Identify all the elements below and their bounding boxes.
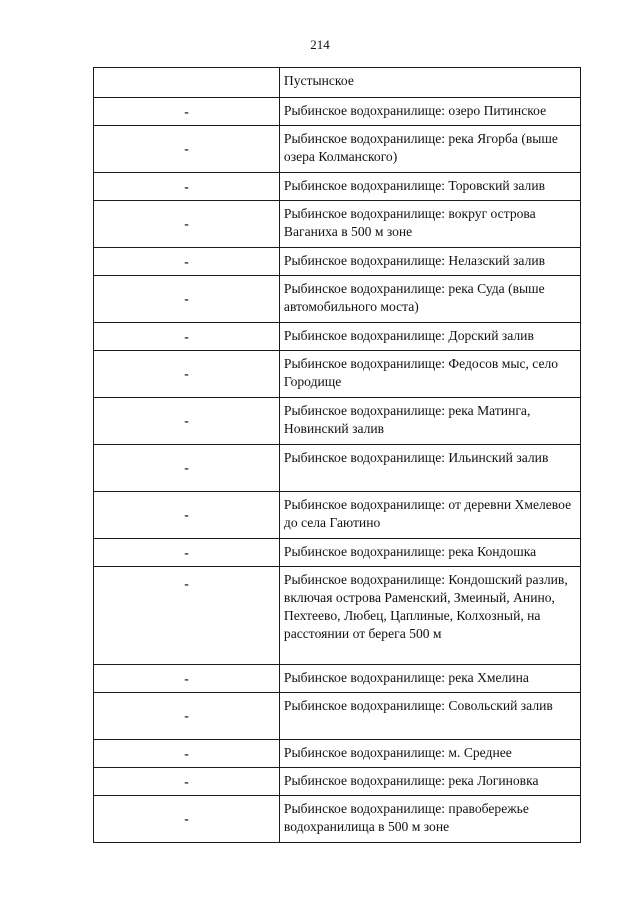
table-row xyxy=(94,740,581,768)
table-cell-left: - xyxy=(94,201,280,248)
table-cell-right: Рыбинское водохранилище: Федосов мыс, село Городище xyxy=(279,351,580,398)
table-cell-right: Рыбинское водохранилище: м. Среднее xyxy=(279,740,580,768)
table-cell-left: - xyxy=(94,768,280,796)
table-cell-left: - xyxy=(94,796,280,843)
table-row xyxy=(94,173,581,201)
table-cell-right: Рыбинское водохранилище: Кондошский разлив, включая острова Раменский, Змеиный, Анино, Пехтеево, Любец, Цаплиные, Колхозный, на расстоянии от берега 500 м xyxy=(279,567,580,665)
table-cell-right: Рыбинское водохранилище: правобережье водохранилища в 500 м зоне xyxy=(279,796,580,843)
table-cell-left: - xyxy=(94,351,280,398)
table-row xyxy=(94,693,581,740)
table-cell-left: - xyxy=(94,492,280,539)
table-cell-left: - xyxy=(94,323,280,351)
table-cell-right: Рыбинское водохранилище: Совольский залив xyxy=(279,693,580,740)
table-row xyxy=(94,323,581,351)
table-cell-left: - xyxy=(94,126,280,173)
table-row xyxy=(94,276,581,323)
table-cell-right: Рыбинское водохранилище: от деревни Хмелевое до села Гаютино xyxy=(279,492,580,539)
table-row xyxy=(94,398,581,445)
table-row xyxy=(94,492,581,539)
table-cell-right: Рыбинское водохранилище: Нелазский залив xyxy=(279,248,580,276)
table-cell-right: Рыбинское водохранилище: река Кондошка xyxy=(279,539,580,567)
table-cell-right: Пустынское xyxy=(279,68,580,98)
table-cell-right: Рыбинское водохранилище: река Ягорба (выше озера Колманского) xyxy=(279,126,580,173)
table-row xyxy=(94,248,581,276)
table-row xyxy=(94,445,581,492)
table-cell-right: Рыбинское водохранилище: река Матинга, Новинский залив xyxy=(279,398,580,445)
table-cell-right: Рыбинское водохранилище: озеро Питинское xyxy=(279,98,580,126)
table-cell-right: Рыбинское водохранилище: Дорский залив xyxy=(279,323,580,351)
table-cell-right: Рыбинское водохранилище: Ильинский залив xyxy=(279,445,580,492)
table-row xyxy=(94,768,581,796)
table-cell-right: Рыбинское водохранилище: Торовский залив xyxy=(279,173,580,201)
table-cell-right: Рыбинское водохранилище: река Суда (выше автомобильного моста) xyxy=(279,276,580,323)
table-cell-left: - xyxy=(94,665,280,693)
table-row xyxy=(94,98,581,126)
table-row xyxy=(94,567,581,665)
table-cell-left: - xyxy=(94,173,280,201)
table-row xyxy=(94,201,581,248)
table-row xyxy=(94,539,581,567)
table-row xyxy=(94,351,581,398)
table-row xyxy=(94,68,581,98)
table-cell-right: Рыбинское водохранилище: река Логиновка xyxy=(279,768,580,796)
table-cell-left: - xyxy=(94,445,280,492)
page-number: 214 xyxy=(310,37,330,52)
table-cell-left: - xyxy=(94,248,280,276)
table-cell-left: - xyxy=(94,276,280,323)
table-cell-left xyxy=(94,68,280,98)
table-cell-right: Рыбинское водохранилище: река Хмелина xyxy=(279,665,580,693)
table-row xyxy=(94,126,581,173)
table-cell-left: - xyxy=(94,398,280,445)
table-cell-right: Рыбинское водохранилище: вокруг острова Ваганиха в 500 м зоне xyxy=(279,201,580,248)
table-cell-left: - xyxy=(94,539,280,567)
table-cell-left: - xyxy=(94,693,280,740)
table-cell-left: - xyxy=(94,567,280,665)
table-cell-left: - xyxy=(94,98,280,126)
table-row xyxy=(94,665,581,693)
document-table xyxy=(93,67,581,843)
table-row xyxy=(94,796,581,843)
table-cell-left: - xyxy=(94,740,280,768)
